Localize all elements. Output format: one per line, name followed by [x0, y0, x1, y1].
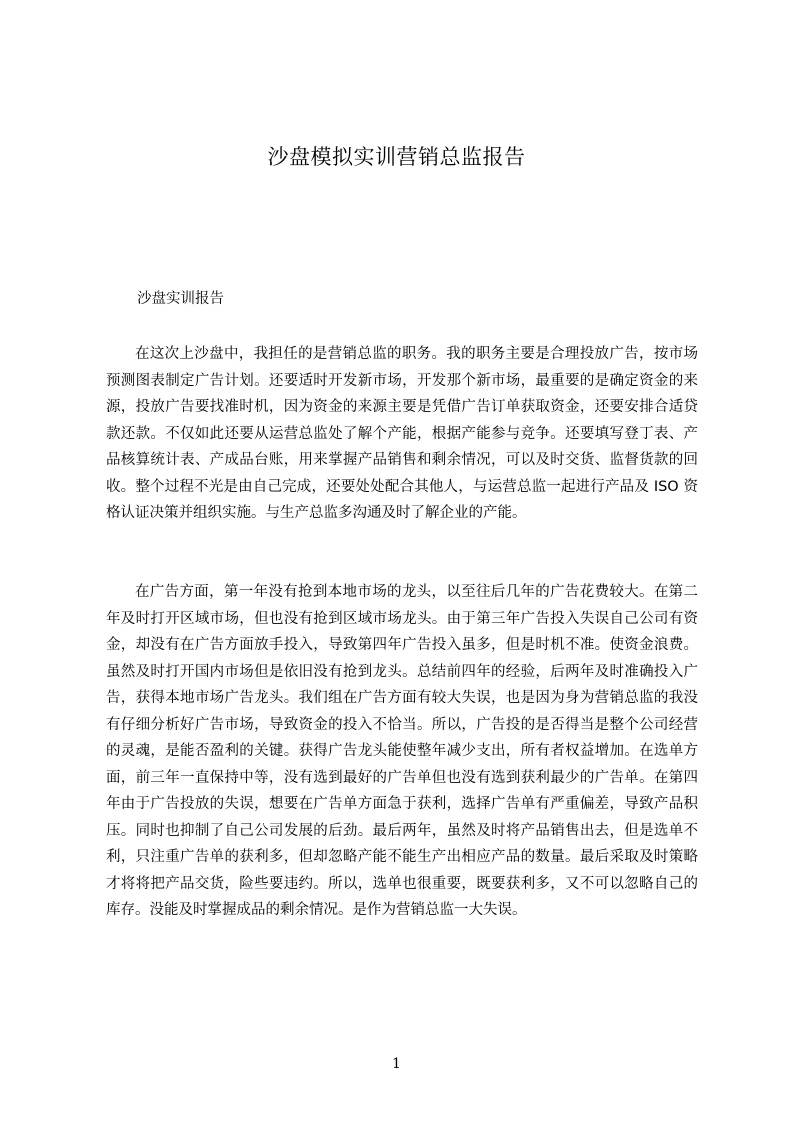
paragraph-responsibilities: 在这次上沙盘中，我担任的是营销总监的职务。我的职务主要是合理投放广告，按市场预测图表制定广告计划。还要适时开发新市场，开发那个新市场，最重要的是确定资金的来源，投放广告要找准时机，因为资金的来源主要是凭借广告订单获取资金，还要安排合适贷款还款。不仅如此还要从运营总监处了解个产能，根据产能参与竞争。还要填写登丁表、产品核算统计表、产成品台账，用来掌握产品销售和剩余情况，可以及时交货、监督货款的回收。整个过程不光是由自己完成，还要处处配合其他人，与运营总监一起进行产品及 ISO 资格认证决策并组织实施。与生产总监多沟通及时了解企业的产能。: [106, 346, 698, 521]
document-subtitle: 沙盘实训报告: [137, 291, 224, 307]
document-title: 沙盘模拟实训营销总监报告: [267, 145, 526, 169]
page-number: 1: [392, 1056, 401, 1072]
paragraph-advertising: 在广告方面，第一年没有抢到本地市场的龙头，以至往后几年的广告花费较大。在第二年及时打开区域市场，但也没有抢到区域市场龙头。由于第三年广告投入失误自己公司有资金，却没有在广告方面放手投入，导致第四年广告投入虽多，但是时机不准。使资金浪费。虽然及时打开国内市场但是依旧没有抢到龙头。总结前四年的经验，后两年及时准确投入广告，获得本地市场广告龙头。我们组在广告方面有较大失误，也是因为身为营销总监的我没有仔细分析好广告市场，导致资金的投入不恰当。所以，广告投的是否得当是整个公司经营的灵魂，是能否盈利的关键。获得广告龙头能使整年减少支出，所有者权益增加。在选单方面，前三年一直保持中等，没有选到最好的广告单但也没有选到获利最少的广告单。在第四年由于广告投放的失误，想要在广告单方面急于获利，选择广告单有严重偏差，导致产品积压。同时也抑制了自己公司发展的后劲。最后两年，虽然及时将产品销售出去，但是选单不利，只注重广告单的获利多，但却忽略产能不能生产出相应产品的数量。最后采取及时策略才将将把产品交货，险些要违约。所以，选单也很重要，既要获利多，又不可以忽略自己的库存。没能及时掌握成品的剩余情况。是作为营销总监一大失误。: [106, 584, 698, 918]
